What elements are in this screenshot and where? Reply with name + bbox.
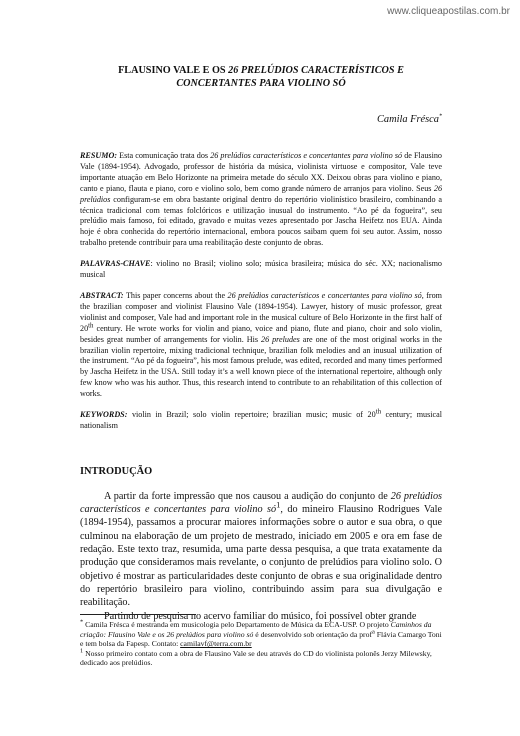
resumo-label: RESUMO: bbox=[80, 151, 118, 160]
palavras-chave-block: PALAVRAS-CHAVE: violino no Brasil; violino solo; música brasileira; música do séc. XX; nacionalismo musical bbox=[80, 259, 442, 280]
section-title-introducao: INTRODUÇÃO bbox=[80, 465, 153, 477]
author-name: Camila Frésca* bbox=[376, 113, 442, 125]
footnote-author: * Camila Frésca é mestranda em musicologia pelo Departamento de Música da ECA-USP. O projeto Caminhos da criação: Flausino Vale e os 26 prelúdios para violino só é desenvolvido sob orientação da prof$^a$ Flávia Camargo Toni e tem bolsa da Fapesp. Contato: camilavf@terra.com.br bbox=[80, 618, 442, 649]
intro-paragraph-2: Partindo de pesquisa no acervo familiar do músico, foi possível obter grande bbox=[104, 610, 417, 622]
title-line2: CONCERTANTES PARA VIOLINO SÓ bbox=[176, 78, 346, 89]
footnote-divider bbox=[80, 614, 196, 615]
intro-paragraph-1: A partir da forte impressão que nos causou a audição do conjunto de 26 prelúdios característicos e concertantes para violino $só^1$, do mineiro Flausino Rodrigues Vale (1894-1954), passamos a procurar maiores informações sobre o autor e sua obra, o que culminou na elaboração de um projeto de mestrado, iniciado em 2005 e ora em fase de redação. Este texto traz, resumida, uma parte dessa pesquisa, a que trata exatamente da produção que consideramos mais revelante, o conjunto de prelúdios para violino solo. O objetivo é mostrar as particularidades deste conjunto de obras e sua originalidade dentro do repertório brasileiro para violino, contribuindo assim para sua divulgação e reabilitação. bbox=[80, 490, 443, 609]
footnote-1: $^1$ Nosso primeiro contato com a obra de Flausino Vale se deu através do CD do violinista polonês Jerzy Milewsky, dedicado aos prelúdios. bbox=[80, 647, 432, 668]
contact-email-link[interactable]: camilavf@terra.com.br bbox=[180, 639, 252, 649]
paper-title bbox=[80, 64, 442, 90]
footnote-ref-1[interactable]: 1 bbox=[276, 499, 281, 510]
title-line1-italic: 26 PRELÚDIOS CARACTERÍSTICOS E bbox=[228, 65, 404, 76]
watermark: www.cliqueapostilas.com.br bbox=[387, 6, 510, 17]
keywords-label: KEYWORDS: bbox=[80, 410, 128, 420]
palavras-chave-label: PALAVRAS-CHAVE bbox=[80, 259, 151, 269]
keywords-block: KEYWORDS: violin in Brazil; solo violin repertoire; brazilian music; music of 20th century; musical nationalism bbox=[80, 408, 442, 430]
abstract-label: ABSTRACT: bbox=[80, 290, 124, 300]
title-line1-plain: FLAUSINO VALE E OS bbox=[118, 65, 229, 76]
paper-page bbox=[80, 64, 442, 623]
abstract-block: ABSTRACT: This paper concerns about the 26 prelúdios característicos e concertantes para violino só, from the brazilian composer and violinist Flausino Vale (1894-1954). Lawyer, history of music professor, great violinist and composer, Vale had and important role in the musical culture of Belo Horizonte in the first half of 20th century. He wrote works for violin and piano, voice and piano, flute and piano, choir and solo violin, besides great number of arrangements for violin. His 26 preludes are one of the most original works in the brazilian violin repertoire, mixing tradicional technique, brazilian folk melodies and an inusual utilization of the instrument. “Ao pé da fogueira”, his most famous prelude, was edited, recorded and many times performed by Jascha Heifetz in the USA. Still today it’s a well known piece of the international repertoire, although only few know who was his author. Thus, this research intend to contribute to an rehabilitation of this collection of works. bbox=[80, 290, 442, 399]
resumo-block: RESUMO: Esta comunicação trata dos 26 prelúdios característicos e concertantes para violino só de Flausino Vale (1894-1954). Advogado, professor de história da música, violinista virtuose e compositor, Vale teve importante atuação em Belo Horizonte na primeira metade do século XX. Deixou obras para violino e piano, canto e piano, flauta e piano, coro e violino solo, bem como grande número de arranjos para violino. Seus 26 prelúdios configuram-se em obra bastante original dentro do repertório violinístico brasileiro, combinando a técnica tradicional com temas folclóricos e utilização inusual do instrumento. “Ao pé da fogueira”, seu prelúdio mais famoso, foi editado, gravado e muitas vezes apresentado por Jascha Heifetz nos EUA. Ainda hoje é obra conhecida do repertório internacional, embora poucos saibam quem foi seu autor. Assim, nosso trabalho pretende contribuir para uma reabilitação deste conjunto de obras. bbox=[80, 151, 442, 248]
footnotes bbox=[80, 620, 442, 668]
author-footnote-mark[interactable]: * bbox=[439, 113, 442, 120]
